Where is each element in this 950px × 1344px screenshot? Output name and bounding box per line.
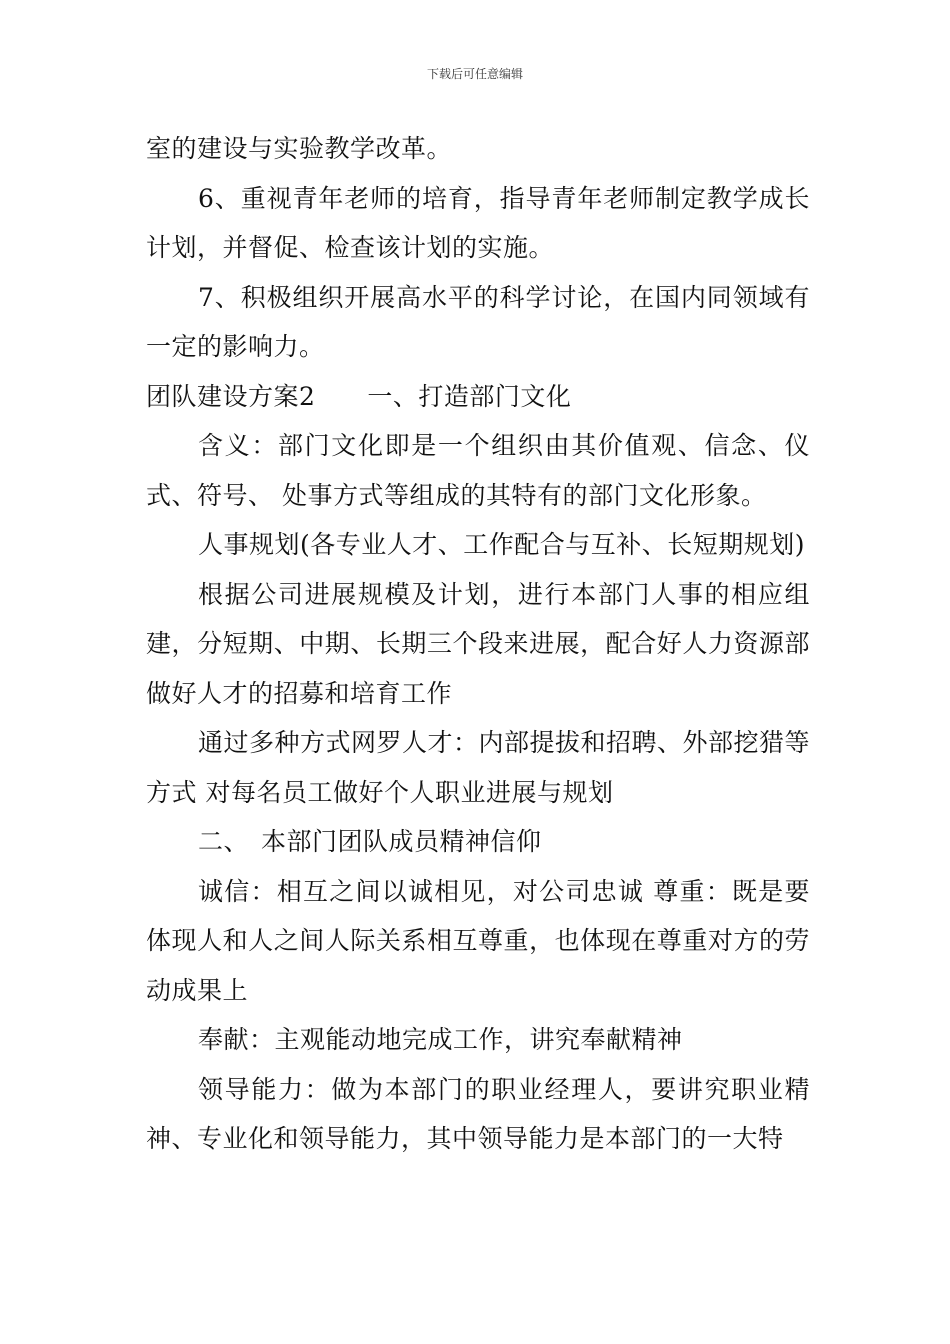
section-number: 二、 xyxy=(198,827,250,856)
paragraph-dedication: 奉献：主观能动地完成工作，讲究奉献精神 xyxy=(198,1025,683,1054)
section-title-culture: 一、打造部门文化 xyxy=(367,381,572,411)
page-header: 下载后可任意编辑 xyxy=(426,67,523,81)
document-body xyxy=(146,124,810,1164)
paragraph-recruiting: 通过多种方式网罗人才：内部提拔和招聘、外部挖猎等方式 对每名员工做好个人职业进展与规划 xyxy=(146,728,811,807)
paragraph-staff-planning: 人事规划(各专业人才、工作配合与互补、长短期规划) xyxy=(198,530,806,559)
paragraph-item-7: 7、积极组织开展高水平的科学讨论，在国内同领域有一定的影响力。 xyxy=(146,282,810,361)
paragraph-leadership: 领导能力：做为本部门的职业经理人，要讲究职业精神、专业化和领导能力，其中领导能力是本部门的一大特 xyxy=(146,1074,810,1153)
section-heading-line xyxy=(146,372,810,422)
paragraph-staffing-plan: 根据公司进展规模及计划，进行本部门人事的相应组建，分短期、中期、长期三个段来进展，配合好人力资源部做好人才的招募和培育工作 xyxy=(146,579,810,708)
paragraph-integrity: 诚信：相互之间以诚相见，对公司忠诚 尊重：既是要体现人和人之间人际关系相互尊重，也体现在尊重对方的劳动成果上 xyxy=(146,876,810,1005)
paragraph-definition: 含义：部门文化即是一个组织由其价值观、信念、仪式、符号、 处事方式等组成的其特有的部门文化形象。 xyxy=(146,431,810,510)
paragraph-continuation: 室的建设与实验教学改革。 xyxy=(146,134,453,163)
paragraph-item-6: 6、重视青年老师的培育，指导青年老师制定教学成长计划，并督促、检查该计划的实施。 xyxy=(146,183,810,262)
plan-title: 团队建设方案2 xyxy=(146,381,316,411)
section-title-values: 本部门团队成员精神信仰 xyxy=(261,827,542,856)
section-heading-values xyxy=(146,817,810,867)
